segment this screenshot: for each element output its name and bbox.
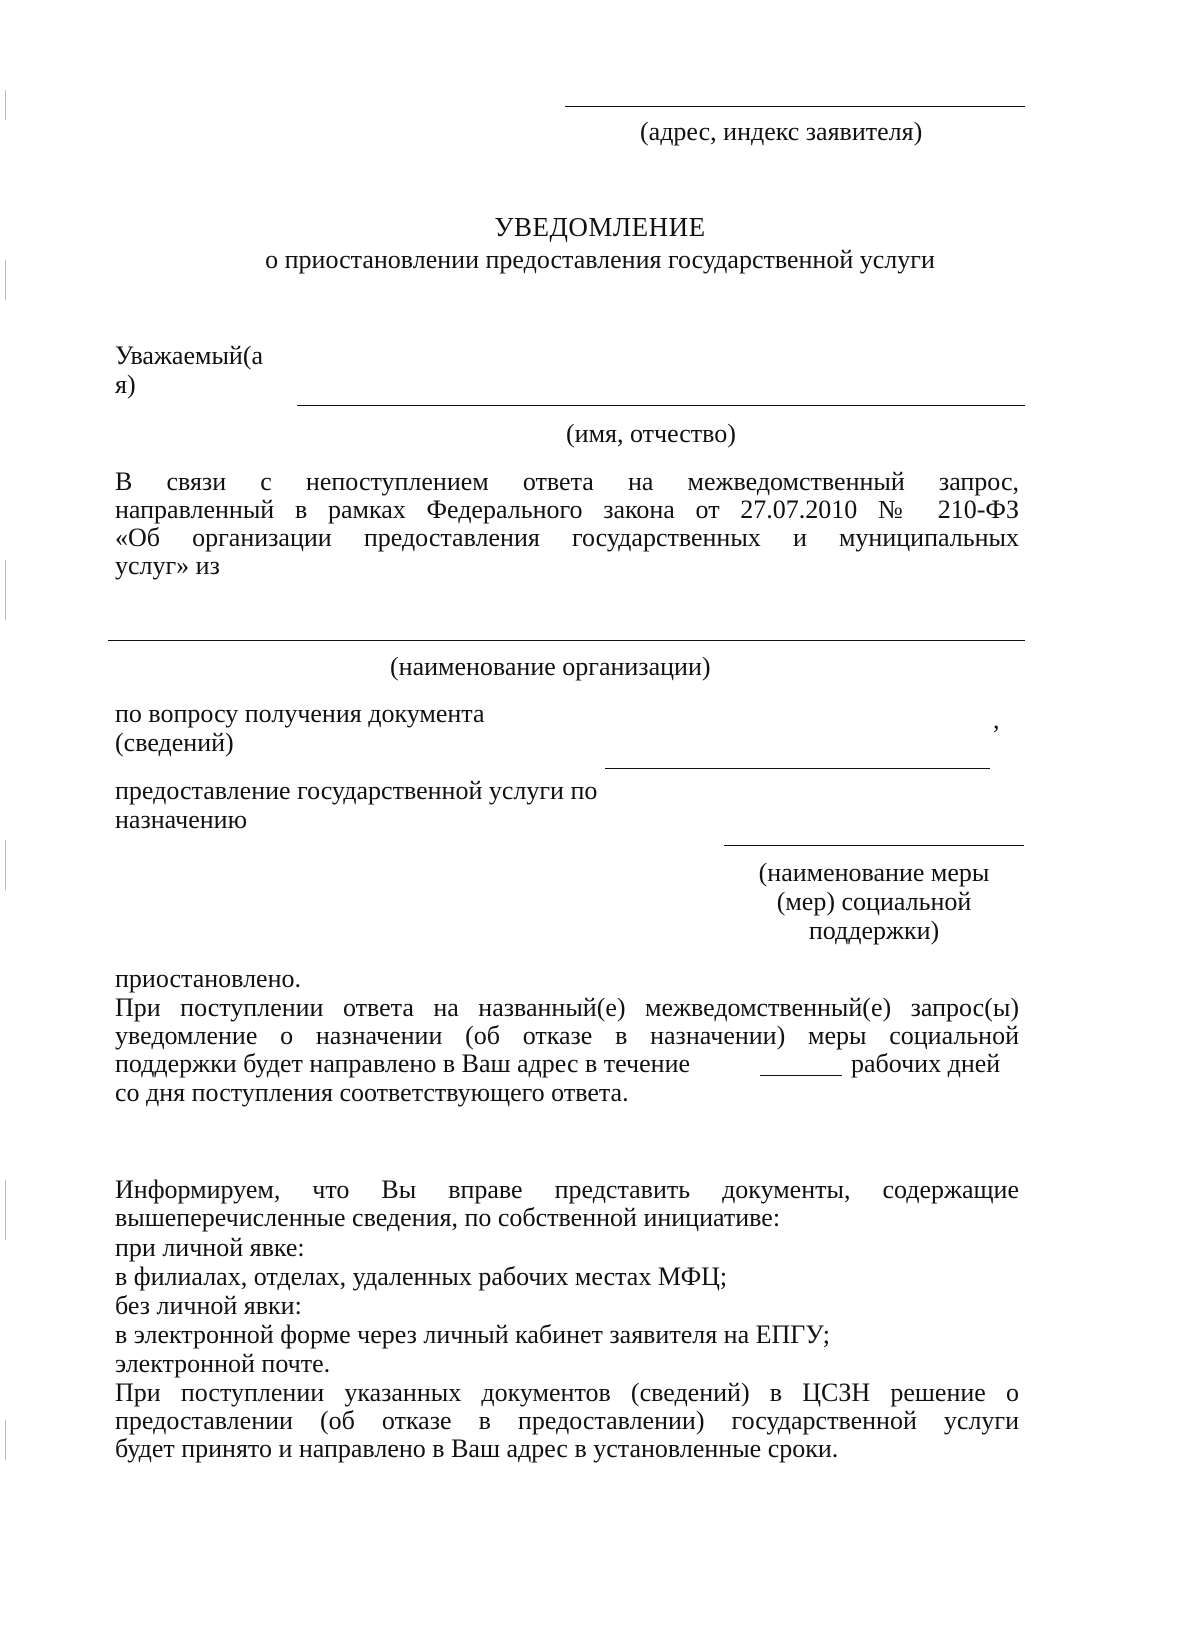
service-line-2: назначению	[115, 805, 248, 834]
paragraph-line: предоставлении (об отказе в предоставлении) государственной услуги	[115, 1406, 1019, 1435]
scan-mark	[5, 560, 6, 620]
paragraph-line: «Об организации предоставления государственных и муниципальных	[115, 523, 1019, 552]
measure-line	[724, 845, 1024, 846]
option-in-person-where: в филиалах, отделах, удаленных рабочих местах МФЦ;	[115, 1262, 728, 1291]
address-line	[565, 106, 1025, 107]
scan-mark	[5, 1180, 6, 1240]
paragraph-line: рабочих дней	[851, 1049, 1001, 1078]
document-line	[605, 768, 990, 769]
paragraph-line: вышеперечисленные сведения, по собственной инициативе:	[115, 1203, 781, 1232]
paragraph-line: услуг» из	[115, 551, 220, 580]
paragraph-line: со дня поступления соответствующего ответа.	[115, 1078, 629, 1107]
paragraph-line: уведомление о назначении (об отказе в назначении) меры социальной	[115, 1021, 1019, 1050]
service-line-1: предоставление государственной услуги по	[115, 776, 598, 805]
greeting-line-1: Уважаемый(а	[115, 341, 264, 370]
days-blank-line	[760, 1075, 842, 1076]
document-question-line-1: по вопросу получения документа	[115, 699, 485, 728]
option-remote: без личной явки:	[115, 1291, 302, 1320]
paragraph-line: При поступлении ответа на названный(е) межведомственный(е) запрос(ы)	[115, 993, 1019, 1022]
suspended-text: приостановлено.	[115, 964, 302, 993]
paragraph-line: В связи с непоступлением ответа на межведомственный запрос,	[115, 467, 1019, 496]
paragraph-line: Информируем, что Вы вправе представить документы, содержащие	[115, 1175, 1019, 1204]
name-line	[297, 405, 1025, 406]
document-title: УВЕДОМЛЕНИЕ	[494, 212, 706, 242]
comma: ,	[993, 705, 1000, 734]
option-in-person: при личной явке:	[115, 1233, 305, 1262]
paragraph-inform	[115, 1176, 1019, 1232]
name-caption: (имя, отчество)	[566, 419, 736, 448]
paragraph-decision	[115, 1379, 1019, 1463]
organization-line	[108, 640, 1025, 641]
measure-caption-line-3: поддержки)	[808, 916, 940, 945]
scan-mark	[5, 1420, 6, 1460]
option-remote-email: электронной почте.	[115, 1349, 331, 1378]
option-remote-electronic: в электронной форме через личный кабинет заявителя на ЕПГУ;	[115, 1320, 830, 1349]
scan-mark	[5, 90, 6, 120]
greeting-line-2: я)	[115, 370, 136, 399]
organization-caption: (наименование организации)	[390, 652, 711, 681]
paragraph-response-notice	[115, 994, 1019, 1050]
measure-caption-line-2: (мер) социальной	[776, 887, 972, 916]
measure-caption-line-1: (наименование меры	[758, 858, 990, 887]
document-subtitle: о приостановлении предоставления государственной услуги	[265, 245, 935, 274]
document-question-line-2: (сведений)	[115, 728, 234, 757]
paragraph-line: При поступлении указанных документов (сведений) в ЦСЗН решение о	[115, 1378, 1019, 1407]
paragraph-line: направленный в рамках Федерального закона от 27.07.2010 № 210-ФЗ	[115, 495, 1019, 524]
address-caption: (адрес, индекс заявителя)	[640, 117, 923, 146]
paragraph-line: будет принято и направлено в Ваш адрес в установленные сроки.	[115, 1434, 839, 1463]
paragraph-interagency-request	[115, 468, 1019, 580]
scan-mark	[5, 840, 6, 890]
paragraph-line: поддержки будет направлено в Ваш адрес в течение	[115, 1049, 691, 1078]
